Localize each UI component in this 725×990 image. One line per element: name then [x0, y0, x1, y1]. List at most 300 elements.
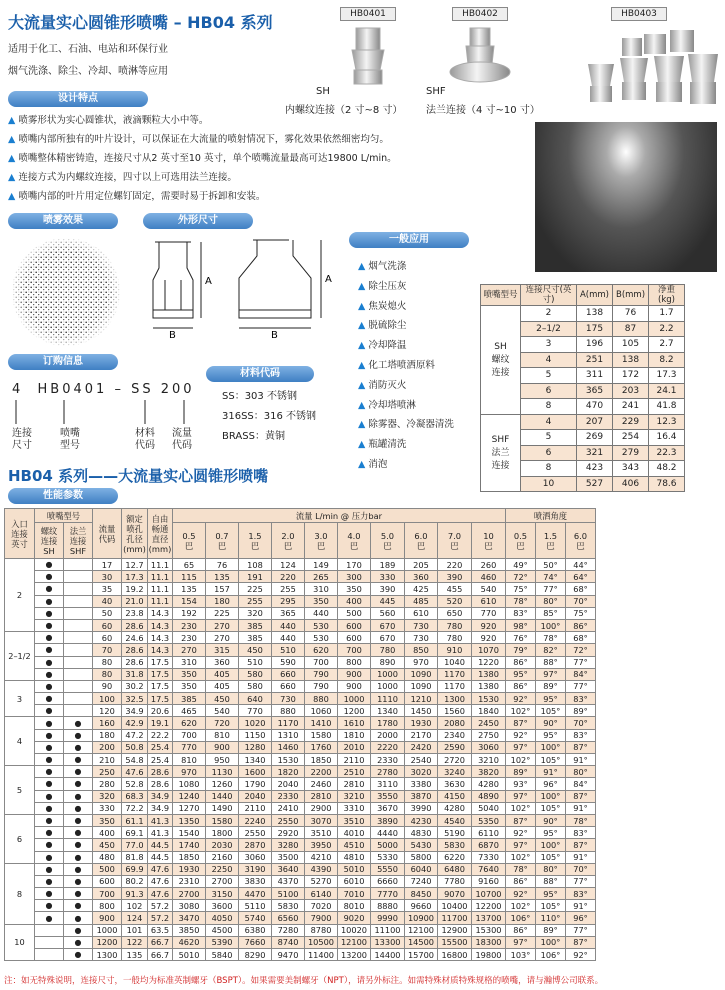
order-code: 4 HB0401 – SS 200 [12, 382, 195, 397]
table-cell: 138 [613, 352, 649, 368]
table-cell: 28.6 [122, 619, 148, 631]
spray-title: 喷雾效果 [8, 213, 118, 229]
table-cell: 14.3 [148, 619, 173, 631]
table-cell: 485 [405, 595, 438, 607]
table-cell: 5 [521, 368, 577, 384]
table-cell: 6870 [472, 839, 506, 851]
table-cell: 75° [506, 583, 536, 595]
table-cell: 890 [371, 656, 405, 668]
table-cell: 315 [206, 644, 239, 656]
table-cell: 2450 [472, 717, 506, 729]
table-cell: 700 [173, 729, 206, 741]
table-cell: 170 [338, 559, 371, 571]
table-cell: 103° [506, 949, 536, 961]
table-cell: 1000 [371, 680, 405, 692]
sh-mark: ● [35, 741, 64, 753]
table-cell: 310 [173, 656, 206, 668]
table-cell: 6040 [405, 863, 438, 875]
table-cell: 90 [93, 680, 122, 692]
table-cell: 87° [566, 936, 596, 948]
table-cell: 44° [566, 559, 596, 571]
table-cell: 1780 [371, 717, 405, 729]
table-cell: 265 [305, 571, 338, 583]
shf-mark: ● [64, 741, 93, 753]
triangle-icon: ▲ [358, 300, 366, 312]
table-cell: 3500 [272, 851, 305, 863]
table-cell: 8450 [405, 888, 438, 900]
table-cell: 180 [93, 729, 122, 741]
shf-mark: ● [64, 936, 93, 948]
table-cell: 2160 [206, 851, 239, 863]
table-cell: 48.2 [649, 461, 685, 477]
table-cell: 106° [536, 949, 566, 961]
table-cell: 2870 [239, 839, 272, 851]
application-item: ▲ 冷却降温 [358, 340, 407, 352]
table-cell: 10400 [438, 900, 472, 912]
table-cell: 191 [239, 571, 272, 583]
table-cell: 350 [173, 680, 206, 692]
table-cell: 105° [536, 705, 566, 717]
table-cell: 50 [93, 607, 122, 619]
table-cell: 1540 [173, 827, 206, 839]
table-cell: 2720 [438, 754, 472, 766]
table-cell: 7770 [371, 888, 405, 900]
table-cell: 560 [371, 607, 405, 619]
table-cell: 89° [536, 680, 566, 692]
table-cell: 5010 [173, 949, 206, 961]
table-cell: 1460 [272, 741, 305, 753]
table-cell: 1820 [272, 766, 305, 778]
table-cell: 3020 [405, 766, 438, 778]
table-cell: 1150 [239, 729, 272, 741]
table-cell: 7280 [272, 924, 305, 936]
table-row [5, 741, 596, 753]
table-cell: 83° [566, 827, 596, 839]
table-cell: 8290 [239, 949, 272, 961]
table-cell: 530 [305, 619, 338, 631]
application-item: ▲ 脱硫除尘 [358, 320, 407, 332]
feature-item: ▲ 喷嘴整体精密铸造，连接尺寸从2 英寸至10 英寸，单个喷嘴流量最高可达19800 L/min。 [8, 153, 397, 164]
table-cell: 4280 [472, 778, 506, 790]
inlet-size-cell: 3 [5, 680, 35, 717]
type-shf: SHF [426, 86, 446, 97]
shf-mark [64, 644, 93, 656]
table-row [5, 900, 596, 912]
shf-mark: ● [64, 949, 93, 961]
spray-pattern [10, 236, 122, 348]
table-cell: 64° [566, 571, 596, 583]
dim-title: 外形尺寸 [143, 213, 253, 229]
table-cell: 47.6 [148, 863, 173, 875]
table-cell: 1090 [405, 680, 438, 692]
shf-mark: ● [64, 875, 93, 887]
table-cell: 81.8 [122, 851, 148, 863]
table-cell: 100 [93, 693, 122, 705]
table-cell: 311 [577, 368, 613, 384]
table-row [5, 875, 596, 887]
table-cell: 3 [521, 337, 577, 353]
table-cell: 3550 [371, 790, 405, 802]
sh-mark: ● [35, 754, 64, 766]
table-cell: 87° [506, 717, 536, 729]
table-cell: 7900 [305, 912, 338, 924]
table-cell: 68.3 [122, 790, 148, 802]
table-cell: 2220 [371, 741, 405, 753]
section-title: HB04 系列——大流量实心圆锥形喷嘴 [8, 467, 269, 485]
footnote: 注：如无特殊说明，连接尺寸，一般均为标准英制螺牙（BSPT）。如果需要美制螺牙（NPT），请另外标注。如需特殊材质特殊规格的喷嘴，请与瀚博公司联系。 [4, 976, 604, 986]
table-header-cell: 10 巴 [472, 523, 506, 559]
table-cell: 8880 [371, 900, 405, 912]
table-cell: 76 [206, 559, 239, 571]
table-cell: 3210 [338, 790, 371, 802]
table-cell: 1200 [338, 705, 371, 717]
table-cell: 780 [371, 644, 405, 656]
table-cell: 4150 [438, 790, 472, 802]
table-cell: 3640 [272, 863, 305, 875]
table-cell: 92° [506, 693, 536, 705]
table-cell: 270 [206, 619, 239, 631]
table-cell: 91° [536, 766, 566, 778]
table-cell: 3310 [338, 802, 371, 814]
table-cell: 17 [93, 559, 122, 571]
table-cell: 1380 [472, 680, 506, 692]
table-cell: 78° [566, 814, 596, 826]
table-cell: 1060 [305, 705, 338, 717]
table-cell: 4370 [272, 875, 305, 887]
table-cell: 47.6 [148, 888, 173, 900]
type-sh: SH [316, 86, 330, 97]
table-cell: 1170 [438, 668, 472, 680]
table-cell: 2170 [405, 729, 438, 741]
table-cell: 77° [566, 875, 596, 887]
table-cell: 19.1 [148, 717, 173, 729]
table-cell: 200 [93, 741, 122, 753]
triangle-icon: ▲ [358, 261, 366, 272]
application-item: ▲ 消防灭火 [358, 379, 407, 391]
sh-mark: ● [35, 693, 64, 705]
dimension-table [480, 284, 685, 492]
table-cell: 970 [173, 766, 206, 778]
table-cell: 102° [506, 754, 536, 766]
table-cell: 700 [93, 888, 122, 900]
table-cell: 2040 [272, 778, 305, 790]
table-cell: 10900 [405, 912, 438, 924]
table-cell: 2330 [272, 790, 305, 802]
table-cell: 108 [239, 559, 272, 571]
application-item: ▲ 烟气洗涤 [358, 261, 407, 272]
table-cell: 790 [305, 668, 338, 680]
table-cell: 77° [566, 680, 596, 692]
table-cell: 79° [506, 644, 536, 656]
table-row [5, 949, 596, 961]
table-cell: 900 [338, 668, 371, 680]
table-cell: 1240 [173, 790, 206, 802]
shf-mark: ● [64, 766, 93, 778]
triangle-icon: ▲ [358, 379, 366, 391]
table-cell: 2310 [173, 875, 206, 887]
table-cell: 405 [206, 680, 239, 692]
table-cell: 1490 [206, 802, 239, 814]
table-cell: 12.7 [122, 559, 148, 571]
application-item: ▲ 消泡 [358, 459, 388, 470]
table-cell: 321 [577, 445, 613, 461]
table-cell: 900 [206, 741, 239, 753]
table-cell: 100° [536, 839, 566, 851]
application-item: ▲ 瓶罐清洗 [358, 439, 407, 451]
table-cell: 11700 [438, 912, 472, 924]
table-cell: 527 [577, 476, 613, 492]
table-cell: 2700 [173, 888, 206, 900]
table-cell: 90° [536, 814, 566, 826]
table-cell: 400 [93, 827, 122, 839]
table-cell: 5010 [338, 863, 371, 875]
table-cell: 34.9 [148, 790, 173, 802]
triangle-icon: ▲ [358, 419, 366, 431]
table-cell: 1810 [338, 729, 371, 741]
table-cell: 83° [506, 607, 536, 619]
table-cell: 1350 [173, 814, 206, 826]
table-header-cell: 0.7 巴 [206, 523, 239, 559]
table-cell: 68° [566, 583, 596, 595]
table-cell: 5270 [305, 875, 338, 887]
table-cell: 1040 [438, 656, 472, 668]
table-cell: 540 [472, 583, 506, 595]
table-cell: 2.7 [649, 337, 685, 353]
table-cell: 35 [93, 583, 122, 595]
table-cell: 450 [239, 644, 272, 656]
table-cell: 6480 [438, 863, 472, 875]
table-header-cell: 3.0 巴 [305, 523, 338, 559]
material-title: 材料代码 [206, 366, 314, 382]
table-cell: 14.3 [148, 632, 173, 644]
performance-table-container [4, 508, 596, 961]
table-cell: 85° [536, 607, 566, 619]
table-cell: 93° [506, 778, 536, 790]
table-row [5, 705, 596, 717]
table-cell: 2410 [272, 802, 305, 814]
table-cell: 1.7 [649, 306, 685, 322]
table-cell: 69.1 [122, 827, 148, 839]
table-cell: 80° [536, 863, 566, 875]
table-cell: 300 [338, 571, 371, 583]
table-cell: 640 [239, 693, 272, 705]
table-row [5, 790, 596, 802]
table-cell: 425 [405, 583, 438, 595]
table-header-cell: 螺纹 连接 SH [35, 523, 64, 559]
table-cell: 102 [122, 900, 148, 912]
table-cell: 330 [93, 802, 122, 814]
table-cell: 1530 [472, 693, 506, 705]
inlet-size-cell: 2 [5, 559, 35, 632]
table-cell: 88° [536, 656, 566, 668]
shf-mark: ● [64, 888, 93, 900]
table-cell: 580 [239, 680, 272, 692]
table-cell: 365 [272, 607, 305, 619]
table-cell: 2510 [338, 766, 371, 778]
table-cell: 44.5 [148, 839, 173, 851]
table-row [5, 827, 596, 839]
order-title: 订购信息 [8, 354, 118, 370]
table-cell: 1760 [305, 741, 338, 753]
table-cell: 98° [506, 619, 536, 631]
table-cell: 670 [371, 619, 405, 631]
table-cell: 2110 [239, 802, 272, 814]
table-cell: 2540 [405, 754, 438, 766]
table-cell: 720 [206, 717, 239, 729]
table-cell: 7330 [472, 851, 506, 863]
product-image-hb0401 [338, 24, 398, 88]
sh-mark: ● [35, 705, 64, 717]
table-cell: 34.9 [148, 802, 173, 814]
table-cell: 16.4 [649, 430, 685, 446]
table-cell: 100° [536, 936, 566, 948]
table-cell: 2550 [272, 814, 305, 826]
table-cell: 87° [506, 814, 536, 826]
table-cell: 3870 [405, 790, 438, 802]
table-cell: 5000 [371, 839, 405, 851]
table-cell: 2700 [206, 875, 239, 887]
table-cell: 3190 [239, 863, 272, 875]
table-cell: 1560 [438, 705, 472, 717]
shf-mark: ● [64, 814, 93, 826]
table-cell: 77.0 [122, 839, 148, 851]
table-cell: 3380 [405, 778, 438, 790]
table-header-cell: 4.0 巴 [338, 523, 371, 559]
table-cell: 730 [405, 632, 438, 644]
table-cell: 455 [438, 583, 472, 595]
table-row [5, 924, 596, 936]
table-cell: 3670 [371, 802, 405, 814]
table-header-cell: 1.5 巴 [536, 523, 566, 559]
table-cell: 4440 [371, 827, 405, 839]
table-cell: 180 [206, 595, 239, 607]
shf-mark: ● [64, 729, 93, 741]
table-cell: 86° [506, 680, 536, 692]
table-cell: 11.1 [148, 595, 173, 607]
shf-mark [64, 595, 93, 607]
table-cell: 343 [613, 461, 649, 477]
table-cell: 600 [338, 632, 371, 644]
product-image-hb0403 [580, 24, 720, 116]
table-cell: 1300 [93, 949, 122, 961]
table-header-cell: A(mm) [577, 285, 613, 306]
table-cell: 21.0 [122, 595, 148, 607]
table-cell: 390 [438, 571, 472, 583]
table-cell: 8 [521, 399, 577, 415]
table-cell: 1380 [472, 668, 506, 680]
product-label-hb0401: HB0401 [340, 7, 396, 21]
table-cell: 423 [577, 461, 613, 477]
table-cell: 115 [173, 571, 206, 583]
table-cell: 6140 [305, 888, 338, 900]
table-row [5, 717, 596, 729]
sh-mark: ● [35, 851, 64, 863]
table-cell: 1930 [405, 717, 438, 729]
table-cell: 3210 [472, 754, 506, 766]
table-cell: 5550 [371, 863, 405, 875]
table-cell: 69.9 [122, 863, 148, 875]
table-cell: 70° [566, 863, 596, 875]
table-header-cell: 0.5 巴 [506, 523, 536, 559]
table-cell: 2200 [305, 766, 338, 778]
table-cell: 13300 [371, 936, 405, 948]
table-cell: 255 [239, 595, 272, 607]
table-cell: 101 [122, 924, 148, 936]
table-cell: 7020 [305, 900, 338, 912]
table-cell: 17.3 [649, 368, 685, 384]
triangle-icon: ▲ [358, 459, 366, 470]
table-row [5, 814, 596, 826]
shf-mark [64, 607, 93, 619]
table-row [5, 632, 596, 644]
table-cell: 3240 [438, 766, 472, 778]
table-cell: 80° [536, 595, 566, 607]
sh-mark: ● [35, 656, 64, 668]
table-cell: 970 [405, 656, 438, 668]
inlet-size-cell: 10 [5, 924, 35, 961]
group-label: SH 螺纹 连接 [481, 306, 521, 415]
dim-b-label-2: B [271, 330, 278, 341]
table-cell: 2810 [338, 778, 371, 790]
table-cell: 87° [566, 790, 596, 802]
table-cell: 3060 [239, 851, 272, 863]
shf-mark: ● [64, 827, 93, 839]
table-cell: 1210 [405, 693, 438, 705]
table-cell: 61.1 [122, 814, 148, 826]
table-cell: 84° [566, 778, 596, 790]
table-cell: 8740 [272, 936, 305, 948]
table-row [5, 778, 596, 790]
table-cell: 1840 [472, 705, 506, 717]
table-cell: 40 [93, 595, 122, 607]
triangle-icon: ▲ [358, 360, 366, 371]
table-header-cell: 1.5 巴 [239, 523, 272, 559]
table-cell: 91° [566, 754, 596, 766]
table-cell: 4210 [305, 851, 338, 863]
table-cell: 41.3 [148, 827, 173, 839]
table-cell: 6560 [272, 912, 305, 924]
feature-item: ▲ 喷嘴内部所独有的叶片设计，可以保证在大流量的喷射情况下，雾化效果依然细密均匀。 [8, 134, 389, 145]
table-cell: 3990 [405, 802, 438, 814]
table-cell: 465 [173, 705, 206, 717]
table-cell: 5350 [472, 814, 506, 826]
table-cell: 91° [566, 802, 596, 814]
table-cell: 580 [239, 668, 272, 680]
table-cell: 22.3 [649, 445, 685, 461]
table-cell: 229 [613, 414, 649, 430]
table-cell: 7010 [338, 888, 371, 900]
table-cell: 12900 [438, 924, 472, 936]
inlet-size-cell: 4 [5, 717, 35, 766]
shf-mark: ● [64, 900, 93, 912]
table-cell: 1110 [371, 693, 405, 705]
table-cell: 255 [272, 583, 305, 595]
table-cell: 77° [566, 656, 596, 668]
table-cell: 260 [472, 559, 506, 571]
table-row [5, 729, 596, 741]
table-cell: 4810 [338, 851, 371, 863]
triangle-icon: ▲ [358, 439, 366, 451]
table-cell: 78.6 [649, 476, 685, 492]
table-cell: 3510 [305, 827, 338, 839]
type-sh-desc: 内螺纹连接（2 寸~8 寸） [285, 105, 403, 116]
table-cell: 78° [506, 863, 536, 875]
sh-mark: ● [35, 717, 64, 729]
shf-mark: ● [64, 802, 93, 814]
table-cell: 207 [577, 414, 613, 430]
table-cell: 54.8 [122, 754, 148, 766]
table-cell: 5840 [206, 949, 239, 961]
